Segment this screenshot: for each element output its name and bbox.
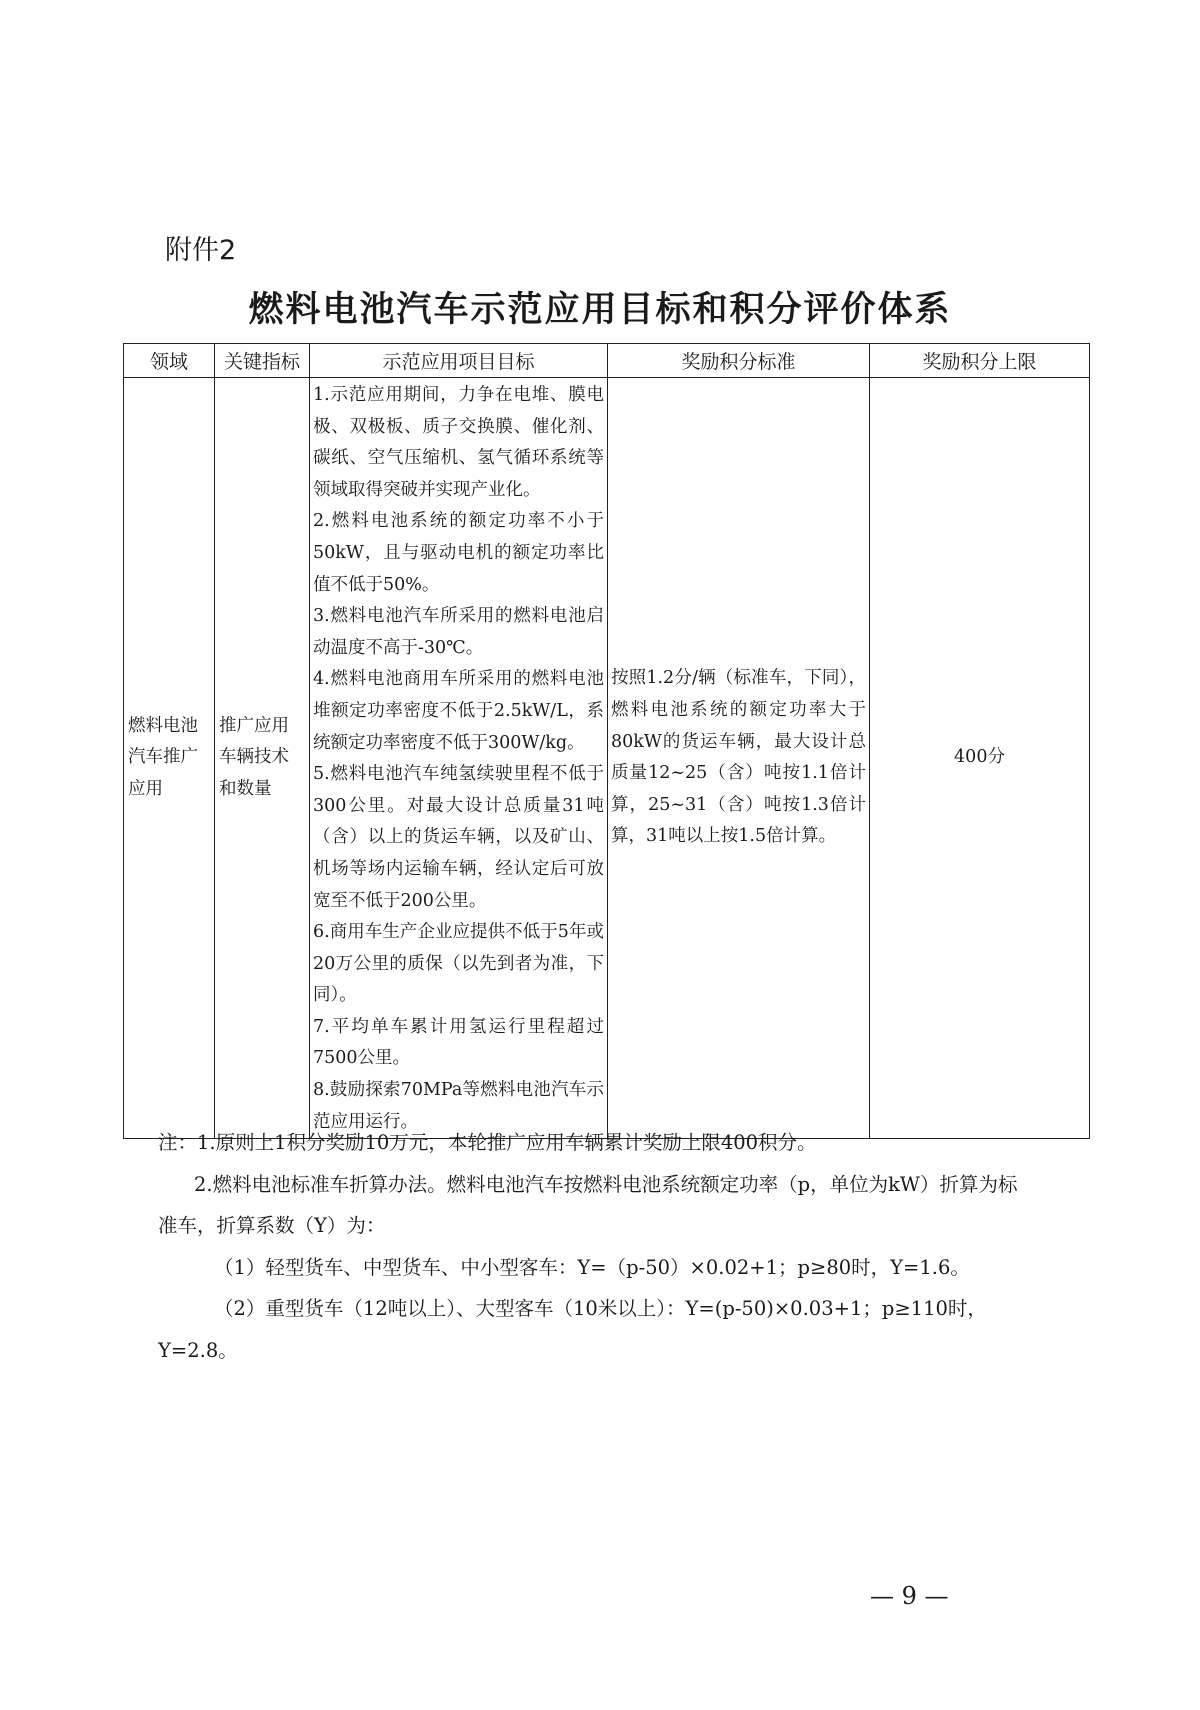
header-points-cap: 奖励积分上限 [870,344,1090,378]
target-item: 6.商用车生产企业应提供不低于5年或20万公里的质保（以先到者为准，下同）。 [313,922,604,1006]
target-item: 2.燃料电池系统的额定功率不小于50kW，且与驱动电机的额定功率比值不低于50%。 [313,511,604,595]
formula-1: （1）轻型货车、中型货车、中小型客车：Y=（p-50）×0.02+1；p≥80时，Y=1.6。 [214,1255,970,1279]
document-title: 燃料电池汽车示范应用目标和积分评价体系 [248,290,952,330]
page-number: — 9 — [870,1582,949,1610]
note-1: 注：1.原则上1积分奖励10万元，本轮推广应用车辆累计奖励上限400积分。 [158,1131,817,1154]
cell-indicator: 推广应用车辆技术和数量 [215,378,310,1139]
target-item: 4.燃料电池商用车所采用的燃料电池堆额定功率密度不低于2.5kW/L，系统额定功率密度不低于300W/kg。 [313,669,604,753]
header-domain: 领域 [124,344,215,378]
cell-points-cap: 400分 [870,378,1090,1139]
cell-points-standard: 按照1.2分/辆（标准车，下同），燃料电池系统的额定功率大于80kW的货运车辆，最大设计总质量12~25（含）吨按1.1倍计算，25~31（含）吨按1.3倍计算，31吨以上按1.5倍计算。 [608,378,870,1139]
evaluation-table [123,343,1090,1139]
target-item: 8.鼓励探索70MPa等燃料电池汽车示范应用运行。 [313,1080,604,1132]
notes-section [158,1122,1028,1371]
note-2: 2.燃料电池标准车折算办法。燃料电池汽车按燃料电池系统额定功率（p，单位为kW）折算为标准车，折算系数（Y）为： [158,1172,1018,1237]
header-project-targets: 示范应用项目目标 [310,344,608,378]
table-row [124,378,1090,1139]
formula-2: （2）重型货车（12吨以上）、大型客车（10米以上）：Y=(p-50)×0.03+1；p≥110时，Y=2.8。 [158,1297,987,1362]
attachment-label: 附件2 [165,235,237,266]
header-points-standard: 奖励积分标准 [608,344,870,378]
target-item: 1.示范应用期间，力争在电堆、膜电极、双极板、质子交换膜、催化剂、碳纸、空气压缩机、氢气循环系统等领域取得突破并实现产业化。 [313,385,604,500]
target-item: 7.平均单车累计用氢运行里程超过7500公里。 [313,1016,604,1069]
target-item: 3.燃料电池汽车所采用的燃料电池启动温度不高于-30℃。 [313,606,604,658]
header-key-indicator: 关键指标 [215,344,310,378]
target-item: 5.燃料电池汽车纯氢续驶里程不低于300公里。对最大设计总质量31吨（含）以上的货运车辆，以及矿山、机场等场内运输车辆，经认定后可放宽至不低于200公里。 [313,764,604,911]
cell-domain: 燃料电池汽车推广应用 [124,378,215,1139]
table-header-row [124,344,1090,378]
cell-targets [310,378,608,1139]
